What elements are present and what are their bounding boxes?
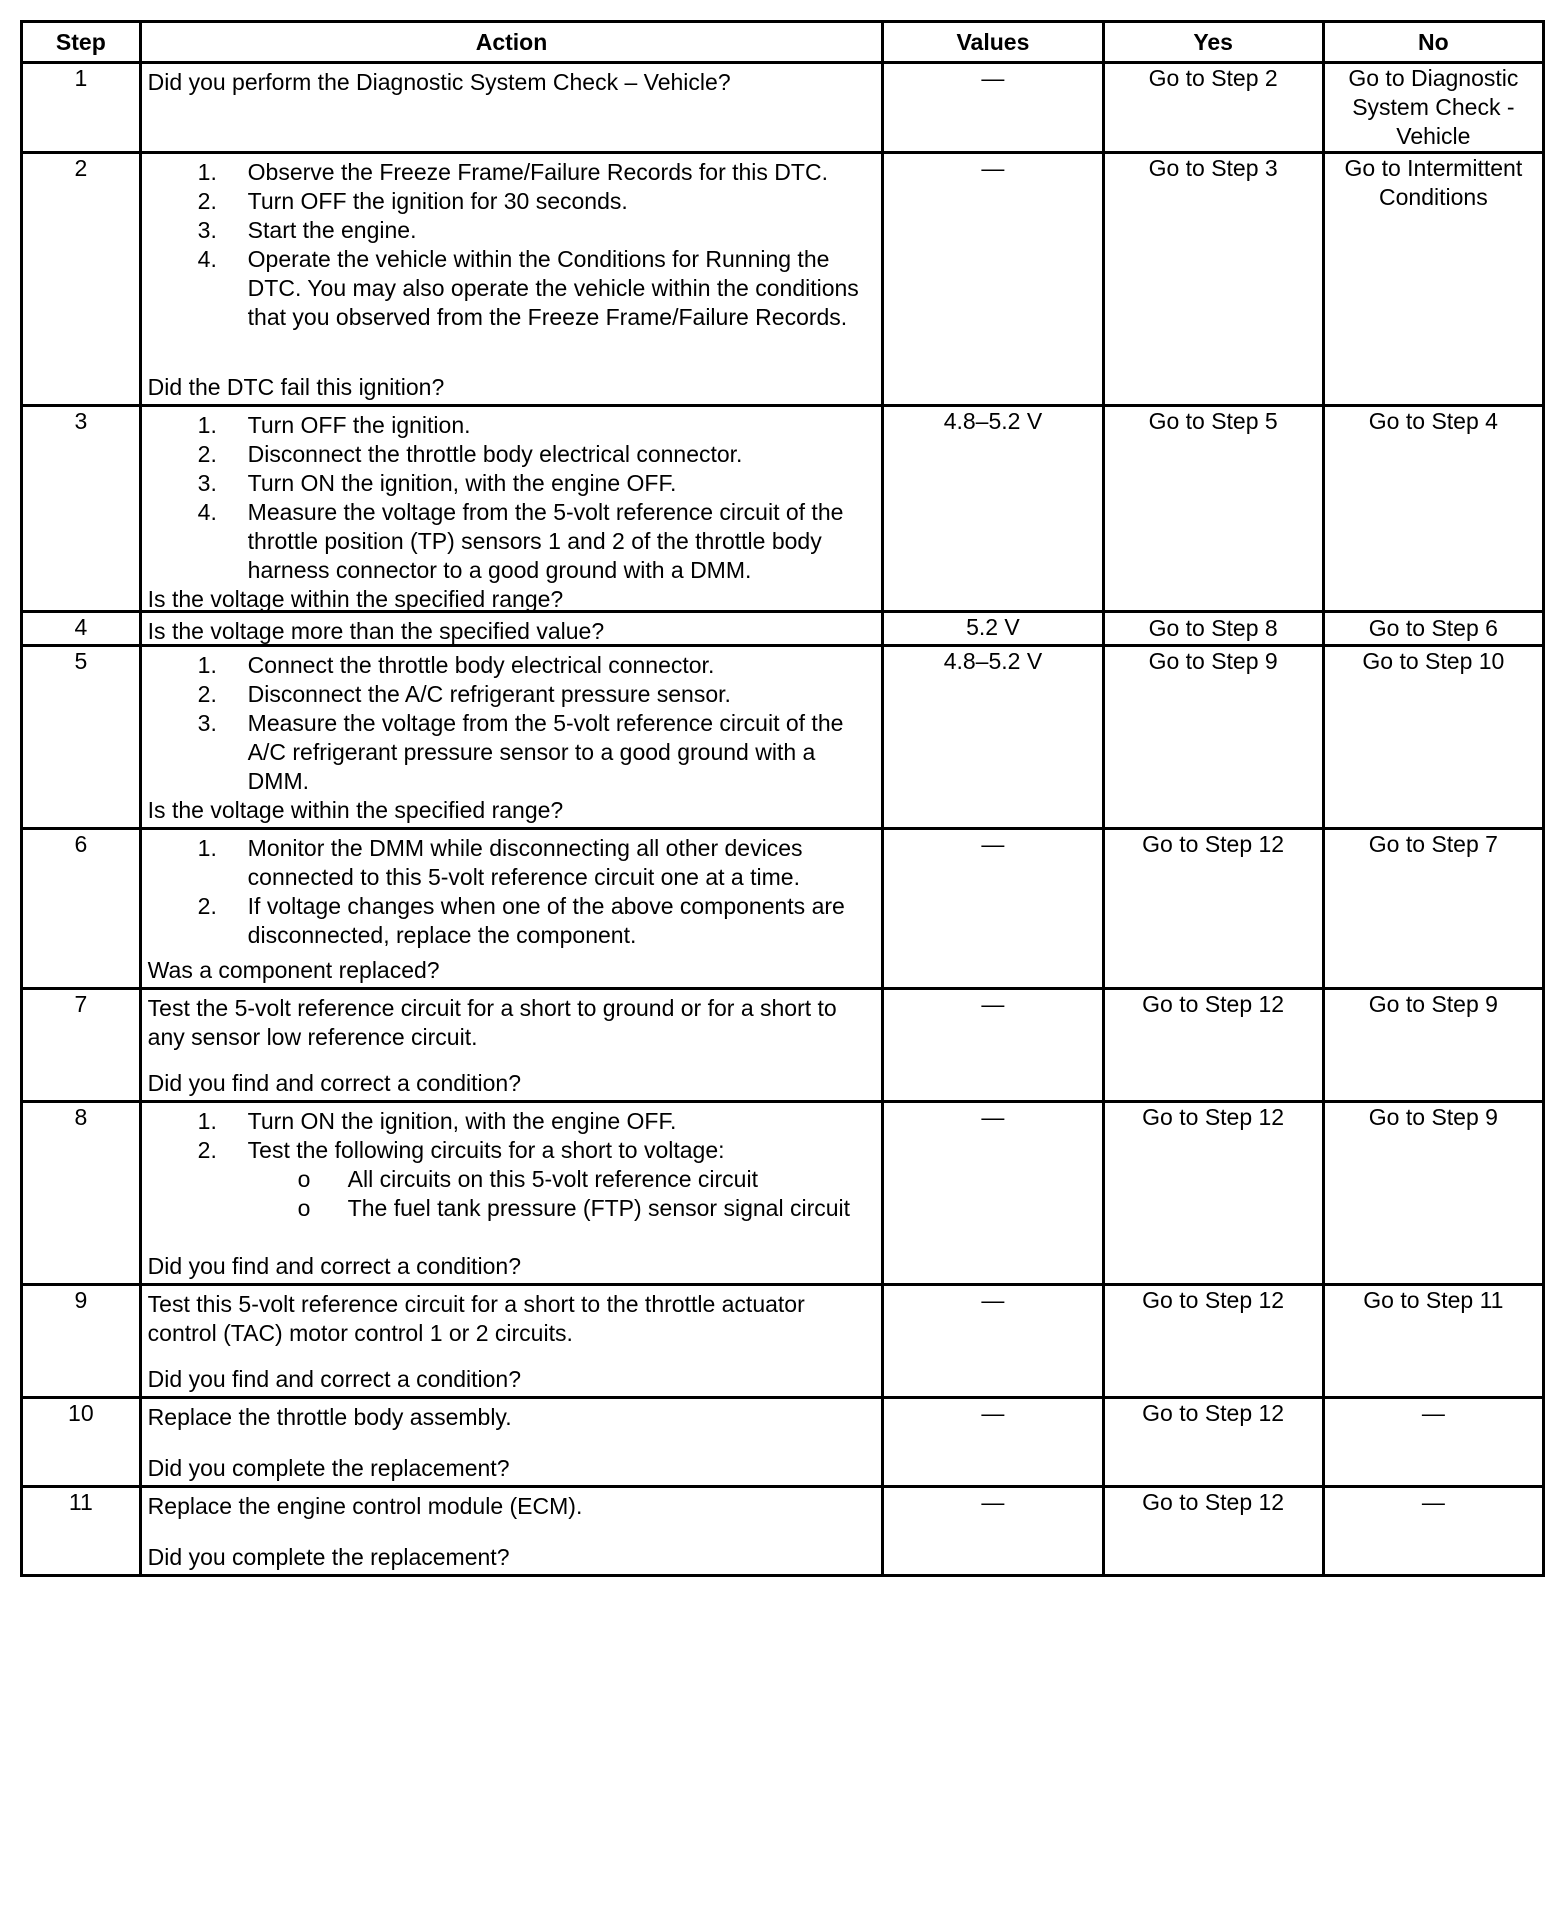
- procedure-item-text: Turn ON the ignition, with the engine OFF.: [247, 470, 677, 496]
- action-question: Did you find and correct a condition?: [147, 1253, 522, 1279]
- procedure-item: [148, 709, 876, 796]
- header-no: No: [1323, 22, 1543, 63]
- action-text: Test this 5-volt reference circuit for a short to the throttle actuator control (TAC) motor control 1 or 2 circuits.: [147, 1291, 805, 1346]
- no-cell: Go to Step 9: [1323, 989, 1543, 1102]
- action-question: Did you find and correct a condition?: [147, 1070, 522, 1096]
- table-row: [22, 1285, 1544, 1398]
- step-number: 11: [22, 1487, 141, 1576]
- procedure-list: [148, 1107, 876, 1223]
- diagnostic-page: [20, 20, 1545, 1577]
- no-cell: Go to Step 7: [1323, 829, 1543, 989]
- procedure-item-text: Monitor the DMM while disconnecting all other devices connected to this 5-volt reference circuit one at a time.: [247, 835, 803, 890]
- procedure-list: [148, 411, 876, 585]
- sub-item: [248, 1194, 876, 1223]
- table-row: [22, 829, 1544, 989]
- table-row: [22, 406, 1544, 612]
- action-question: Is the voltage within the specified range?: [147, 797, 564, 823]
- procedure-item-number: 3.: [197, 710, 217, 736]
- yes-cell: Go to Step 3: [1103, 153, 1323, 406]
- procedure-item: [148, 834, 876, 892]
- no-cell: —: [1323, 1398, 1543, 1487]
- procedure-item-text: Start the engine.: [247, 217, 417, 243]
- procedure-item: [148, 216, 876, 245]
- procedure-item-number: 1.: [197, 159, 217, 185]
- action-body: [148, 1403, 876, 1432]
- values-cell: —: [883, 63, 1103, 153]
- sub-item: [248, 1165, 876, 1194]
- no-cell: Go to Step 4: [1323, 406, 1543, 612]
- procedure-list: [148, 651, 876, 796]
- action-body: [148, 834, 876, 950]
- procedure-item-text: Test the following circuits for a short to voltage:: [247, 1137, 725, 1163]
- action-question: Did you find and correct a condition?: [147, 1366, 522, 1392]
- values-cell: 5.2 V: [883, 612, 1103, 646]
- procedure-item: [148, 440, 876, 469]
- header-yes: Yes: [1103, 22, 1323, 63]
- action-body: [148, 68, 876, 97]
- action-body: [148, 1107, 876, 1223]
- diagnostic-table: [20, 20, 1545, 1577]
- yes-cell: Go to Step 9: [1103, 646, 1323, 829]
- yes-cell: Go to Step 12: [1103, 829, 1323, 989]
- values-cell: —: [883, 829, 1103, 989]
- header-action: Action: [140, 22, 883, 63]
- action-question: Did you complete the replacement?: [147, 1544, 510, 1570]
- procedure-item-text: Operate the vehicle within the Conditions for Running the DTC. You may also operate the vehicle within the conditions that you observed from the Freeze Frame/Failure Records.: [247, 246, 859, 330]
- action-cell: [140, 1102, 883, 1285]
- values-cell: 4.8–5.2 V: [883, 646, 1103, 829]
- no-cell: Go to Diagnostic System Check - Vehicle: [1323, 63, 1543, 153]
- procedure-item-number: 1.: [197, 652, 217, 678]
- procedure-item-number: 1.: [197, 835, 217, 861]
- table-row: [22, 1102, 1544, 1285]
- procedure-list: [148, 158, 876, 332]
- table-row: [22, 646, 1544, 829]
- header-values: Values: [883, 22, 1103, 63]
- procedure-item-number: 2.: [197, 441, 217, 467]
- action-body: [148, 1290, 876, 1348]
- yes-cell: Go to Step 5: [1103, 406, 1323, 612]
- table-row: [22, 63, 1544, 153]
- yes-cell: Go to Step 12: [1103, 1487, 1323, 1576]
- step-number: 7: [22, 989, 141, 1102]
- table-row: [22, 1487, 1544, 1576]
- step-number: 9: [22, 1285, 141, 1398]
- procedure-list: [148, 834, 876, 950]
- action-cell: [140, 646, 883, 829]
- step-number: 3: [22, 406, 141, 612]
- table-row: [22, 1398, 1544, 1487]
- values-cell: 4.8–5.2 V: [883, 406, 1103, 612]
- procedure-item-number: 2.: [197, 681, 217, 707]
- action-cell: [140, 1487, 883, 1576]
- table-body: [22, 63, 1544, 1576]
- sub-item-text: All circuits on this 5-volt reference circuit: [347, 1166, 758, 1192]
- action-text: Test the 5-volt reference circuit for a short to ground or for a short to any sensor low reference circuit.: [147, 995, 837, 1050]
- action-cell: [140, 406, 883, 612]
- no-cell: Go to Step 10: [1323, 646, 1543, 829]
- procedure-item-text: Connect the throttle body electrical connector.: [247, 652, 715, 678]
- table-row: [22, 612, 1544, 646]
- procedure-item-number: 1.: [197, 1108, 217, 1134]
- action-cell: [140, 989, 883, 1102]
- procedure-item-text: Disconnect the A/C refrigerant pressure sensor.: [247, 681, 731, 707]
- procedure-item-number: 2.: [197, 188, 217, 214]
- procedure-item: [148, 469, 876, 498]
- no-cell: Go to Intermittent Conditions: [1323, 153, 1543, 406]
- action-body: [148, 617, 876, 646]
- procedure-item-text: Measure the voltage from the 5-volt reference circuit of the throttle position (TP) sensors 1 and 2 of the throttle body harness connector to a good ground with a DMM.: [247, 499, 844, 583]
- action-question: Did the DTC fail this ignition?: [147, 374, 445, 400]
- procedure-item: [148, 411, 876, 440]
- procedure-item-text: Measure the voltage from the 5-volt reference circuit of the A/C refrigerant pressure sensor to a good ground with a DMM.: [247, 710, 844, 794]
- procedure-item-text: Observe the Freeze Frame/Failure Records for this DTC.: [247, 159, 828, 185]
- bullet-icon: o: [297, 1195, 311, 1221]
- yes-cell: Go to Step 12: [1103, 1102, 1323, 1285]
- procedure-item: [148, 680, 876, 709]
- sub-item-text: The fuel tank pressure (FTP) sensor signal circuit: [347, 1195, 851, 1221]
- action-body: [148, 411, 876, 585]
- procedure-item: [148, 498, 876, 585]
- action-body: [148, 651, 876, 796]
- yes-cell: Go to Step 12: [1103, 1398, 1323, 1487]
- values-cell: —: [883, 1487, 1103, 1576]
- header-step: Step: [22, 22, 141, 63]
- action-cell: [140, 829, 883, 989]
- step-number: 1: [22, 63, 141, 153]
- action-question: Was a component replaced?: [147, 957, 440, 983]
- action-cell: [140, 1285, 883, 1398]
- action-cell: [140, 153, 883, 406]
- procedure-item-text: Turn ON the ignition, with the engine OFF.: [247, 1108, 677, 1134]
- bullet-icon: o: [297, 1166, 311, 1192]
- procedure-item: [148, 1107, 876, 1136]
- table-row: [22, 989, 1544, 1102]
- procedure-item-number: 3.: [197, 217, 217, 243]
- no-cell: Go to Step 11: [1323, 1285, 1543, 1398]
- action-body: [148, 1492, 876, 1521]
- sub-list: [248, 1165, 876, 1223]
- step-number: 6: [22, 829, 141, 989]
- procedure-item-text: Turn OFF the ignition.: [247, 412, 471, 438]
- table-header-row: [22, 22, 1544, 63]
- values-cell: —: [883, 989, 1103, 1102]
- action-text: Is the voltage more than the specified value?: [147, 618, 605, 644]
- step-number: 10: [22, 1398, 141, 1487]
- procedure-item: [148, 187, 876, 216]
- action-body: [148, 994, 876, 1052]
- no-cell: Go to Step 9: [1323, 1102, 1543, 1285]
- procedure-item-text: Disconnect the throttle body electrical connector.: [247, 441, 743, 467]
- no-cell: —: [1323, 1487, 1543, 1576]
- no-cell: Go to Step 6: [1323, 612, 1543, 646]
- action-text: Replace the engine control module (ECM).: [147, 1493, 583, 1519]
- step-number: 8: [22, 1102, 141, 1285]
- step-number: 4: [22, 612, 141, 646]
- action-cell: [140, 1398, 883, 1487]
- procedure-item-text: Turn OFF the ignition for 30 seconds.: [247, 188, 628, 214]
- procedure-item-text: If voltage changes when one of the above components are disconnected, replace the component.: [247, 893, 845, 948]
- action-question: Is the voltage within the specified range?: [147, 586, 564, 612]
- yes-cell: Go to Step 12: [1103, 1285, 1323, 1398]
- action-text: Did you perform the Diagnostic System Check – Vehicle?: [147, 69, 731, 95]
- table-row: [22, 153, 1544, 406]
- procedure-item: [148, 651, 876, 680]
- yes-cell: Go to Step 8: [1103, 612, 1323, 646]
- procedure-item: [148, 892, 876, 950]
- procedure-item-number: 4.: [197, 246, 217, 272]
- step-number: 2: [22, 153, 141, 406]
- action-question: Did you complete the replacement?: [147, 1455, 510, 1481]
- procedure-item-number: 2.: [197, 893, 217, 919]
- action-cell: [140, 63, 883, 153]
- yes-cell: Go to Step 12: [1103, 989, 1323, 1102]
- step-number: 5: [22, 646, 141, 829]
- values-cell: —: [883, 1102, 1103, 1285]
- yes-cell: Go to Step 2: [1103, 63, 1323, 153]
- procedure-item: [148, 245, 876, 332]
- procedure-item: [148, 158, 876, 187]
- action-body: [148, 158, 876, 332]
- procedure-item-number: 3.: [197, 470, 217, 496]
- procedure-item: [148, 1136, 876, 1223]
- values-cell: —: [883, 153, 1103, 406]
- values-cell: —: [883, 1398, 1103, 1487]
- procedure-item-number: 4.: [197, 499, 217, 525]
- values-cell: —: [883, 1285, 1103, 1398]
- procedure-item-number: 2.: [197, 1137, 217, 1163]
- procedure-item-number: 1.: [197, 412, 217, 438]
- action-text: Replace the throttle body assembly.: [147, 1404, 512, 1430]
- action-cell: [140, 612, 883, 646]
